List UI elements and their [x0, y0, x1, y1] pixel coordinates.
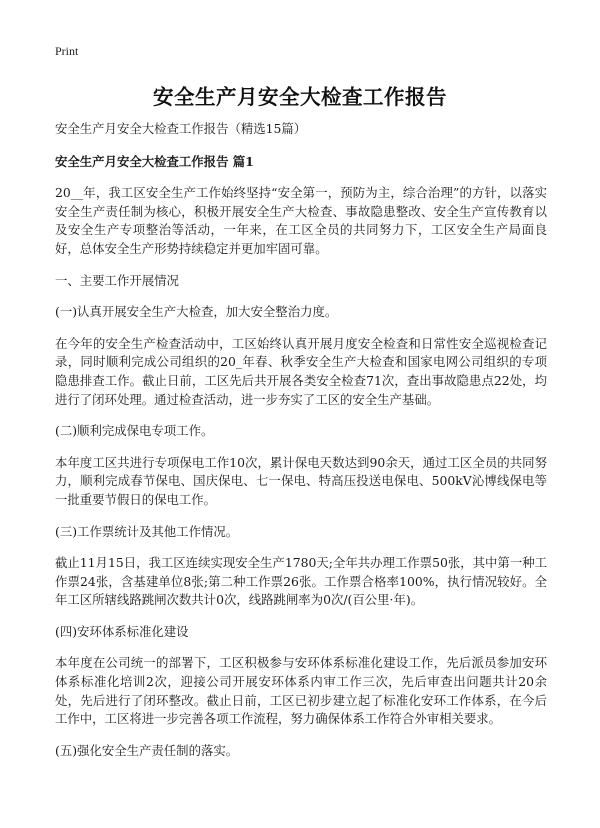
section-title: 安全生产月安全大检查工作报告 篇1 [55, 153, 254, 169]
item3-heading: (三)工作票统计及其他工作情况。 [55, 523, 239, 539]
item1-heading: (一)认真开展安全生产大检查，加大安全整治力度。 [55, 304, 338, 320]
print-link[interactable]: Print [55, 44, 79, 58]
item5-heading: (五)强化安全生产责任制的落实。 [55, 742, 239, 758]
document-body [55, 120, 547, 773]
item4-heading: (四)安环体系标准化建设 [55, 623, 189, 639]
item2-paragraph: 本年度工区共进行专项保电工作10次，累计保电天数达到90余天，通过工区全员的共同努力，顺利完成春节保电、国庆保电、七一保电、特高压投送电保电、500kV沁博线保电等一批重要节假日的保电工作。 [55, 454, 547, 507]
item2-heading: (二)顺利完成保电专项工作。 [55, 423, 214, 439]
document-subtitle: 安全生产月安全大检查工作报告（精选15篇） [55, 121, 307, 136]
item3-paragraph: 截止11月15日，我工区连续实现安全生产1780天;全年共办理工作票50张，其中第一种工作票24张，含基建单位8张;第二种工作票26张。工作票合格率100%，执行情况较好。全年工区所辖线路跳闸次数共计0次，线路跳闸率为0次/(百公里·年)。 [55, 555, 547, 608]
item4-paragraph: 本年度在公司统一的部署下，工区积极参与安环体系标准化建设工作，先后派员参加安环体系标准化培训2次，迎接公司开展安环体系内审工作三次，先后审查出问题共计20余处，先后进行了闭环整改。截止日前，工区已初步建立起了标准化安环工作体系，在今后工作中，工区将进一步完善各项工作流程，努力确保体系工作符合外审相关要求。 [55, 655, 547, 727]
intro-paragraph: 20__年，我工区安全生产工作始终坚持“安全第一，预防为主，综合治理”的方针，以落实安全生产责任制为核心，积极开展安全生产大检查、事故隐患整改、安全生产宣传教育以及安全生产专项整治等活动，一年来，在工区全员的共同努力下，工区安全生产局面良好，总体安全生产形势持续稳定并更加牢固可靠。 [55, 185, 547, 256]
item1-paragraph: 在今年的安全生产检查活动中，工区始终认真开展月度安全检查和日常性安全巡视检查记录，同时顺利完成公司组织的20_年春、秋季安全生产大检查和国家电网公司组织的专项隐患排查工作。截止日前，工区先后共开展各类安全检查71次，查出事故隐患点22处，均进行了闭环处理。通过检查活动，进一步夯实了工区的安全生产基础。 [55, 335, 547, 407]
page-title: 安全生产月安全大检查工作报告 [153, 85, 447, 109]
main-heading: 一、主要工作开展情况 [55, 272, 179, 288]
